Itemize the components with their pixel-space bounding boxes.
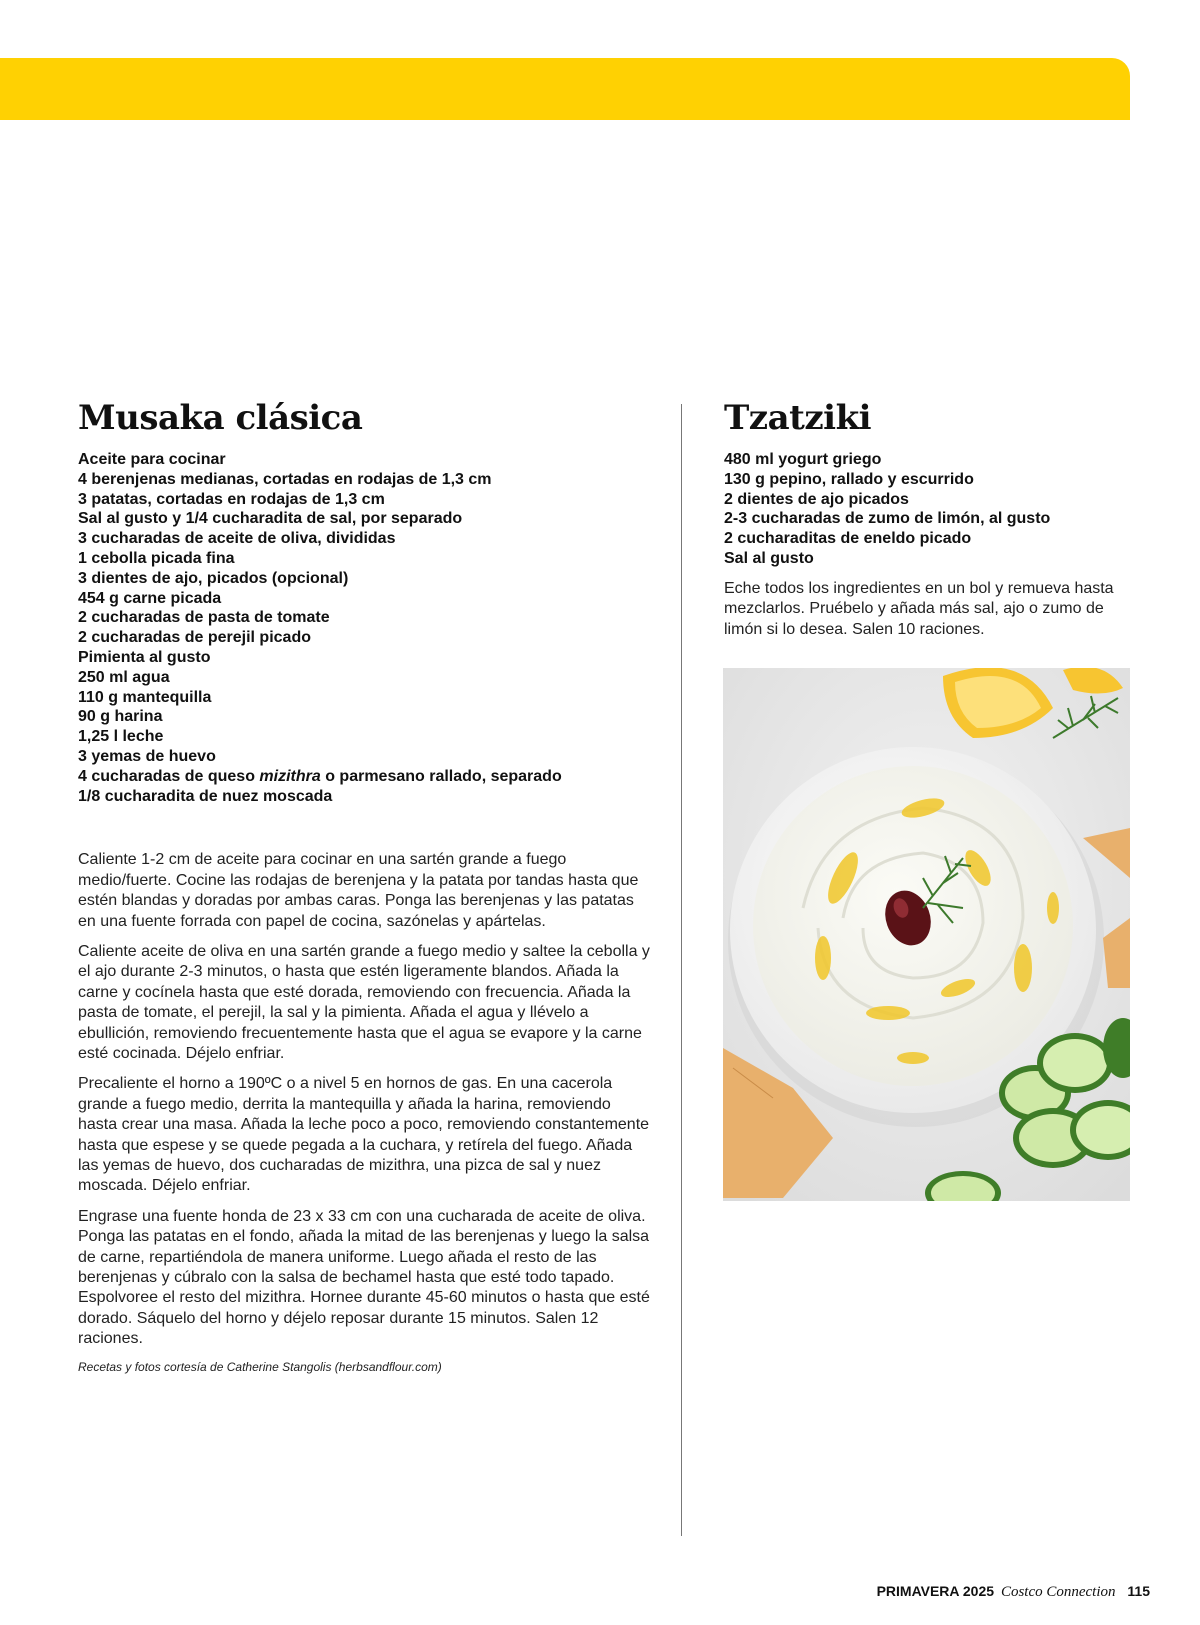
tzatziki-recipe xyxy=(724,398,1132,650)
ingredient-item: 2-3 cucharadas de zumo de limón, al gusto xyxy=(724,510,1051,528)
musaka-recipe xyxy=(78,398,653,1374)
ingredient-item: 90 g harina xyxy=(78,708,163,726)
instruction-paragraph: Caliente aceite de oliva en una sartén grande a fuego medio y saltee la cebolla y el ajo durante 2-3 minutos, o hasta que estén ligeramente blandos. Añada la carne y cocínela hasta que esté dorada, removiendo con frecuencia. Añada la pasta de tomate, el perejil, la sal y la pimienta. Añada el agua y llévelo a ebullición, removiendo frecuentemente hasta que el agua se evapore y la carne esté cocinada. Déjelo enfriar. xyxy=(78,942,650,1062)
tzatziki-title: Tzatziki xyxy=(724,398,872,438)
ingredient-item: 2 cucharadas de pasta de tomate xyxy=(78,609,330,627)
cheese-name: mizithra xyxy=(259,767,321,785)
tzatziki-ingredients xyxy=(724,450,1132,569)
ingredient-item: 2 dientes de ajo picados xyxy=(724,490,909,508)
musaka-title: Musaka clásica xyxy=(78,398,363,438)
page-footer xyxy=(700,1583,1150,1601)
ingredient-item: Pimienta al gusto xyxy=(78,648,211,666)
ingredient-text: 4 cucharadas de queso xyxy=(78,767,260,785)
ingredient-item: Sal al gusto y 1/4 cucharadita de sal, por separado xyxy=(78,510,463,528)
ingredient-item: 1/8 cucharadita de nuez moscada xyxy=(78,787,333,805)
issue-season: PRIMAVERA 2025 xyxy=(876,1583,995,1599)
ingredient-item: 480 ml yogurt griego xyxy=(724,451,882,468)
instruction-paragraph: Caliente 1-2 cm de aceite para cocinar en una sartén grande a fuego medio/fuerte. Cocine las rodajas de berenjena y la patata por tandas hasta que estén blandas y doradas por ambas caras. Ponga las berenjenas y las patatas en una fuente forrada con papel de cocina, sazónelas y apártelas. xyxy=(78,851,639,930)
column-divider xyxy=(681,404,682,1536)
tzatziki-instructions xyxy=(724,579,1132,640)
musaka-ingredients xyxy=(78,450,653,806)
ingredient-item: 2 cucharaditas de eneldo picado xyxy=(724,530,972,548)
instruction-paragraph: Precaliente el horno a 190ºC o a nivel 5 en hornos de gas. En una cacerola grande a fuego medio, derrita la mantequilla y añada la harina, removiendo hasta crear una masa. Añada la leche poco a poco, removiendo constantemente hasta que espese y se quede pegada a la cuchara, y retírela del fuego. Añada las yemas de huevo, dos cucharadas de mizithra, una pizca de sal y nuez moscada. Déjelo enfriar. xyxy=(78,1075,650,1195)
top-accent-bar xyxy=(0,58,1130,120)
ingredient-item: Aceite para cocinar xyxy=(78,451,226,468)
ingredient-item: 454 g carne picada xyxy=(78,589,222,607)
ingredient-item: 3 cucharadas de aceite de oliva, divididas xyxy=(78,530,396,548)
ingredient-text: o parmesano rallado, separado xyxy=(320,767,562,785)
ingredient-item: 3 yemas de huevo xyxy=(78,747,216,765)
ingredient-item: 1,25 l leche xyxy=(78,728,164,746)
magazine-name: Costco Connection xyxy=(1000,1584,1116,1600)
ingredient-item: 4 berenjenas medianas, cortadas en rodajas de 1,3 cm xyxy=(78,470,492,488)
tzatziki-illustration xyxy=(723,668,1130,1201)
ingredient-item: 250 ml agua xyxy=(78,668,170,686)
ingredient-item: Sal al gusto xyxy=(724,549,814,567)
ingredient-item: 130 g pepino, rallado y escurrido xyxy=(724,470,974,488)
instruction-paragraph: Eche todos los ingredientes en un bol y remueva hasta mezclarlos. Pruébelo y añada más sal, ajo o zumo de limón si lo desea. Salen 10 raciones. xyxy=(724,579,1114,638)
tzatziki-photo xyxy=(723,668,1130,1201)
ingredient-item: 1 cebolla picada fina xyxy=(78,549,235,567)
page-number: 115 xyxy=(1127,1583,1150,1599)
photo-credit: Recetas y fotos cortesía de Catherine Stangolis (herbsandflour.com) xyxy=(78,1359,442,1374)
ingredient-item xyxy=(78,767,653,787)
ingredient-item: 3 dientes de ajo, picados (opcional) xyxy=(78,569,349,587)
instruction-paragraph: Engrase una fuente honda de 23 x 33 cm con una cucharada de aceite de oliva. Ponga las patatas en el fondo, añada la mitad de las berenjenas y luego la salsa de carne, repartiéndola de manera uniforme. Luego añada el resto de las berenjenas y cúbralo con la salsa de bechamel hasta que esté todo tapado. Espolvoree el resto del mizithra. Hornee durante 45-60 minutos o hasta que esté dorado. Sáquelo del horno y déjelo reposar durante 15 minutos. Salen 12 raciones. xyxy=(78,1207,650,1348)
musaka-instructions xyxy=(78,850,653,1349)
ingredient-item: 2 cucharadas de perejil picado xyxy=(78,629,311,647)
ingredient-item: 110 g mantequilla xyxy=(78,688,212,706)
ingredient-item: 3 patatas, cortadas en rodajas de 1,3 cm xyxy=(78,490,385,508)
